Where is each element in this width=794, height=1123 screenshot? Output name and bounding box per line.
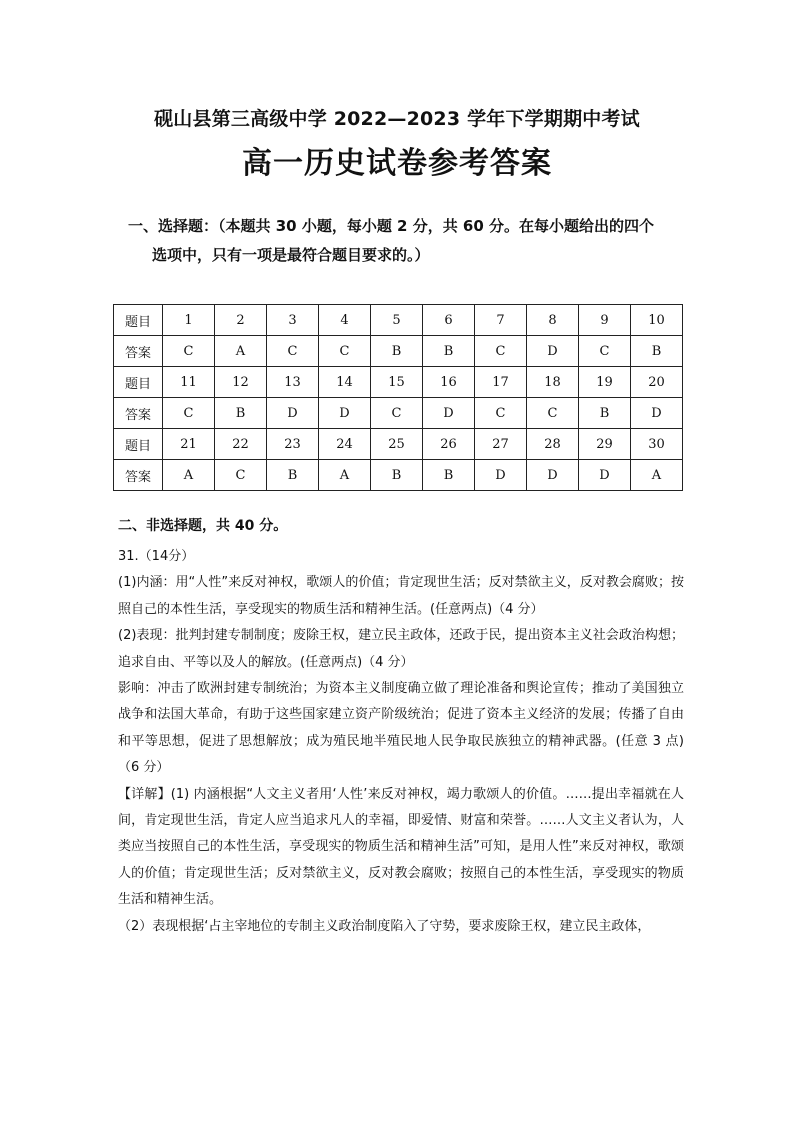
answer-cell: A	[163, 460, 215, 491]
answer-row-label: 答案	[114, 398, 163, 429]
question-number-row	[114, 429, 683, 460]
question-number-cell: 21	[163, 429, 215, 460]
question-31-header: 31.（14分）	[118, 549, 195, 564]
answer-cell: D	[527, 460, 579, 491]
question-number-cell: 7	[475, 305, 527, 336]
question-number-row	[114, 305, 683, 336]
answer-31-explanation-1: 【详解】(1) 内涵根据“人文主义者用‘人性’来反对神权，竭力歌颂人的价值。……提出幸福就在人间，肯定现世生活，肯定人应当追求凡人的幸福，即爱情、财富和荣誉。……人文主义者认为，人类应当按照自己的本性生活，享受现实的物质生活和精神生活”可知，是用人性”来反对神权，歌颂人的价值；肯定现世生活；反对禁欲主义，反对教会腐败；按照自己的本性生活，享受现实的物质生活和精神生活。	[118, 786, 684, 908]
question-number-row	[114, 367, 683, 398]
answer-table	[113, 304, 683, 491]
question-number-cell: 18	[527, 367, 579, 398]
answer-cell: B	[631, 336, 683, 367]
answer-row-label: 答案	[114, 460, 163, 491]
document-title: 砚山县第三高级中学 2022—2023 学年下学期期中考试	[154, 108, 640, 130]
answer-row	[114, 336, 683, 367]
section-choice-line-2: 选项中，只有一项是最符合题目要求的。）	[152, 246, 430, 264]
section-choice-line-1: 一、选择题：（本题共 30 小题，每小题 2 分，共 60 分。在每小题给出的四个	[128, 217, 655, 235]
answer-row	[114, 398, 683, 429]
section-choice-heading	[128, 212, 688, 270]
document-subtitle: 高一历史试卷参考答案	[242, 146, 552, 181]
question-number-cell: 6	[423, 305, 475, 336]
question-number-cell: 26	[423, 429, 475, 460]
answer-cell: C	[475, 398, 527, 429]
answer-body	[118, 544, 684, 940]
answer-cell: D	[267, 398, 319, 429]
answer-cell: B	[215, 398, 267, 429]
question-number-cell: 5	[371, 305, 423, 336]
answer-cell: A	[631, 460, 683, 491]
question-number-cell: 15	[371, 367, 423, 398]
question-number-cell: 3	[267, 305, 319, 336]
answer-cell: C	[267, 336, 319, 367]
answer-cell: D	[631, 398, 683, 429]
answer-row-label: 答案	[114, 336, 163, 367]
answer-cell: C	[371, 398, 423, 429]
answer-row	[114, 460, 683, 491]
question-number-cell: 29	[579, 429, 631, 460]
answer-cell: D	[319, 398, 371, 429]
question-number-cell: 28	[527, 429, 579, 460]
question-number-cell: 12	[215, 367, 267, 398]
question-number-cell: 2	[215, 305, 267, 336]
question-number-cell: 10	[631, 305, 683, 336]
question-number-cell: 23	[267, 429, 319, 460]
answer-cell: C	[163, 398, 215, 429]
question-number-cell: 19	[579, 367, 631, 398]
question-row-label: 题目	[114, 367, 163, 398]
answer-31-explanation-2: （2）表现根据‘占主宰地位的专制主义政治制度陷入了守势，要求废除王权，建立民主政体，	[118, 918, 651, 934]
answer-cell: A	[215, 336, 267, 367]
answer-cell: C	[527, 398, 579, 429]
question-number-cell: 16	[423, 367, 475, 398]
answer-cell: D	[527, 336, 579, 367]
question-number-cell: 1	[163, 305, 215, 336]
answer-cell: B	[371, 460, 423, 491]
question-row-label: 题目	[114, 429, 163, 460]
answer-cell: B	[423, 336, 475, 367]
section-nonchoice-heading: 二、非选择题，共 40 分。	[118, 518, 288, 534]
answer-cell: C	[475, 336, 527, 367]
answer-cell: C	[215, 460, 267, 491]
question-number-cell: 4	[319, 305, 371, 336]
question-number-cell: 27	[475, 429, 527, 460]
question-number-cell: 22	[215, 429, 267, 460]
answer-31-part1: (1)内涵：用“人性”来反对神权，歌颂人的价值；肯定现世生活；反对禁欲主义，反对教会腐败；按照自己的本性生活，享受现实的物质生活和精神生活。(任意两点)（4 分）	[118, 575, 684, 617]
question-number-cell: 17	[475, 367, 527, 398]
answer-31-part2: (2)表现：批判封建专制制度；废除王权，建立民主政体，还政于民，提出资本主义社会政治构想；追求自由、平等以及人的解放。(任意两点)（4 分）	[118, 628, 684, 670]
answer-cell: B	[423, 460, 475, 491]
question-number-cell: 8	[527, 305, 579, 336]
question-number-cell: 13	[267, 367, 319, 398]
question-number-cell: 9	[579, 305, 631, 336]
answer-cell: C	[319, 336, 371, 367]
answer-31-influence: 影响：冲击了欧洲封建专制统治；为资本主义制度确立做了理论准备和舆论宣传；推动了美国独立战争和法国大革命，有助于这些国家建立资产阶级统治；促进了资本主义经济的发展；传播了自由和平等思想，促进了思想解放；成为殖民地半殖民地人民争取民族独立的精神武器。(任意 3 点)（6 分）	[118, 681, 684, 776]
question-number-cell: 11	[163, 367, 215, 398]
answer-cell: B	[579, 398, 631, 429]
answer-cell: C	[163, 336, 215, 367]
question-number-cell: 25	[371, 429, 423, 460]
answer-cell: D	[475, 460, 527, 491]
answer-cell: A	[319, 460, 371, 491]
answer-cell: B	[371, 336, 423, 367]
question-row-label: 题目	[114, 305, 163, 336]
answer-cell: B	[267, 460, 319, 491]
question-number-cell: 30	[631, 429, 683, 460]
answer-cell: D	[579, 460, 631, 491]
question-number-cell: 20	[631, 367, 683, 398]
answer-cell: D	[423, 398, 475, 429]
question-number-cell: 24	[319, 429, 371, 460]
answer-cell: C	[579, 336, 631, 367]
question-number-cell: 14	[319, 367, 371, 398]
